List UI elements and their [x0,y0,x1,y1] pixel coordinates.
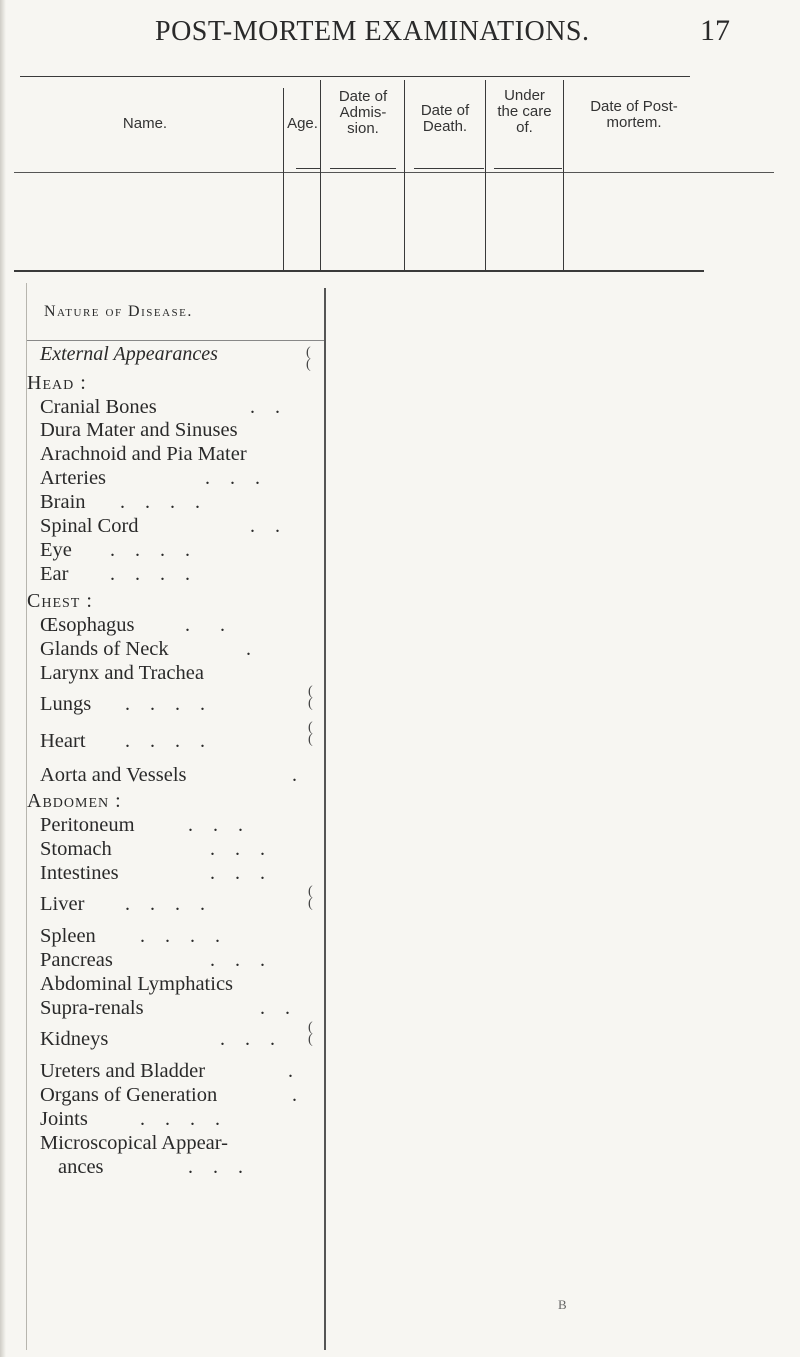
table-bottom-rule [14,270,704,272]
leader-dots: . . . [188,1156,243,1178]
leader-dots: . . [250,396,280,418]
organ-item: Spleen [40,925,96,947]
column-header-line: the care [497,103,552,120]
organ-item: Arachnoid and Pia Mater [40,443,247,465]
corner-mark: B [558,1297,567,1312]
leader-dots: . . . . [140,925,220,947]
column-divider [320,80,321,270]
page-header-title: POST-MORTEM EXAMINATIONS. [155,16,590,47]
page-edge-shadow [0,0,6,1357]
organ-item: Brain [40,491,86,513]
organ-item: Eye [40,539,72,561]
left-margin-rule [26,283,27,1350]
leader-dots: . [288,1060,293,1082]
column-header-line: Under [504,87,545,104]
header-bottom-rule [14,172,774,173]
page-number: 17 [700,14,730,47]
leader-dots: . [292,1084,297,1106]
bracket-mark: ( ( [308,884,313,911]
leader-dots: . . . [205,467,260,489]
organ-item: Lungs [40,693,92,715]
organ-item: Heart [40,730,86,752]
organ-item: Peritoneum [40,814,135,836]
section-abdomen-title: Abdomen : [27,790,122,812]
column-header-death [405,103,485,135]
section-chest-title: Chest : [27,590,93,612]
leader-dots: . . . [210,862,265,884]
organ-item: Ear [40,563,69,585]
external-appearances-label: External Appearances [40,343,218,365]
leader-dots: . . [250,515,280,537]
organ-item: Dura Mater and Sinuses [40,419,238,441]
organ-item: Larynx and Trachea [40,662,204,684]
column-header-line: of. [516,119,533,136]
column-header-admission [322,89,404,137]
leader-dots: . . . . [125,730,205,752]
organ-item: Joints [40,1108,88,1130]
cell-underline [414,168,484,169]
column-header-line: Death. [422,118,468,135]
organ-item: Ureters and Bladder [40,1060,206,1082]
cell-underline [330,168,396,169]
column-header-line: Admis- [339,104,387,121]
leader-dots: . . . [210,949,265,971]
organ-item: Abdominal Lymphatics [40,973,234,995]
leader-dots: . . [260,997,290,1019]
organ-item: Pancreas [40,949,113,971]
nature-column-divider [324,288,326,1350]
cell-underline [296,168,320,169]
leader-dots: . . . [188,814,243,836]
organ-item: Aorta and Vessels [40,764,187,786]
leader-dots: . . . . [95,539,190,561]
organ-item: Arteries [40,467,107,489]
leader-dots: . . . . [95,563,190,585]
column-header-line: Date of Post- [590,98,678,115]
nature-heading-underline [27,340,324,341]
column-header-name: Name. [122,115,168,132]
bracket-mark: ( ( [308,720,313,747]
organ-item: Kidneys [40,1028,109,1050]
nature-of-disease-heading: Nature of Disease. [44,303,193,320]
organ-item: Stomach [40,838,112,860]
organ-item: Cranial Bones [40,396,157,418]
leader-dots: . . . . [125,693,205,715]
leader-dots: . . . . [125,893,205,915]
organ-item: ances [58,1156,104,1178]
column-header-age: Age. [287,115,318,132]
organ-item: Œsophagus [40,614,135,636]
column-header-line: Date of [420,102,470,119]
bracket-mark: ( ( [308,1020,313,1047]
bracket-mark: ( ( [306,345,311,372]
table-top-rule [20,76,690,77]
leader-dots: . . . . [120,491,200,513]
leader-dots: . . [185,614,225,636]
leader-dots: . . . [210,838,265,860]
column-header-under-care [486,88,563,136]
organ-item: Microscopical Appear- [40,1132,229,1154]
organ-item: Liver [40,893,85,915]
bracket-mark: ( ( [308,684,313,711]
leader-dots: . [246,638,251,660]
column-header-post-mortem [564,99,704,131]
column-header-line: mortem. [606,114,662,131]
cell-underline [494,168,562,169]
organ-item: Spinal Cord [40,515,139,537]
column-header-line: sion. [347,120,379,137]
organ-item: Intestines [40,862,119,884]
organ-item: Supra-renals [40,997,144,1019]
organ-item: Organs of Generation [40,1084,218,1106]
column-header-line: Date of [338,88,388,105]
leader-dots: . . . [220,1028,275,1050]
organ-item: Glands of Neck [40,638,169,660]
leader-dots: . . . . [140,1108,220,1130]
leader-dots: . [292,764,297,786]
section-head-title: Head : [27,372,87,394]
